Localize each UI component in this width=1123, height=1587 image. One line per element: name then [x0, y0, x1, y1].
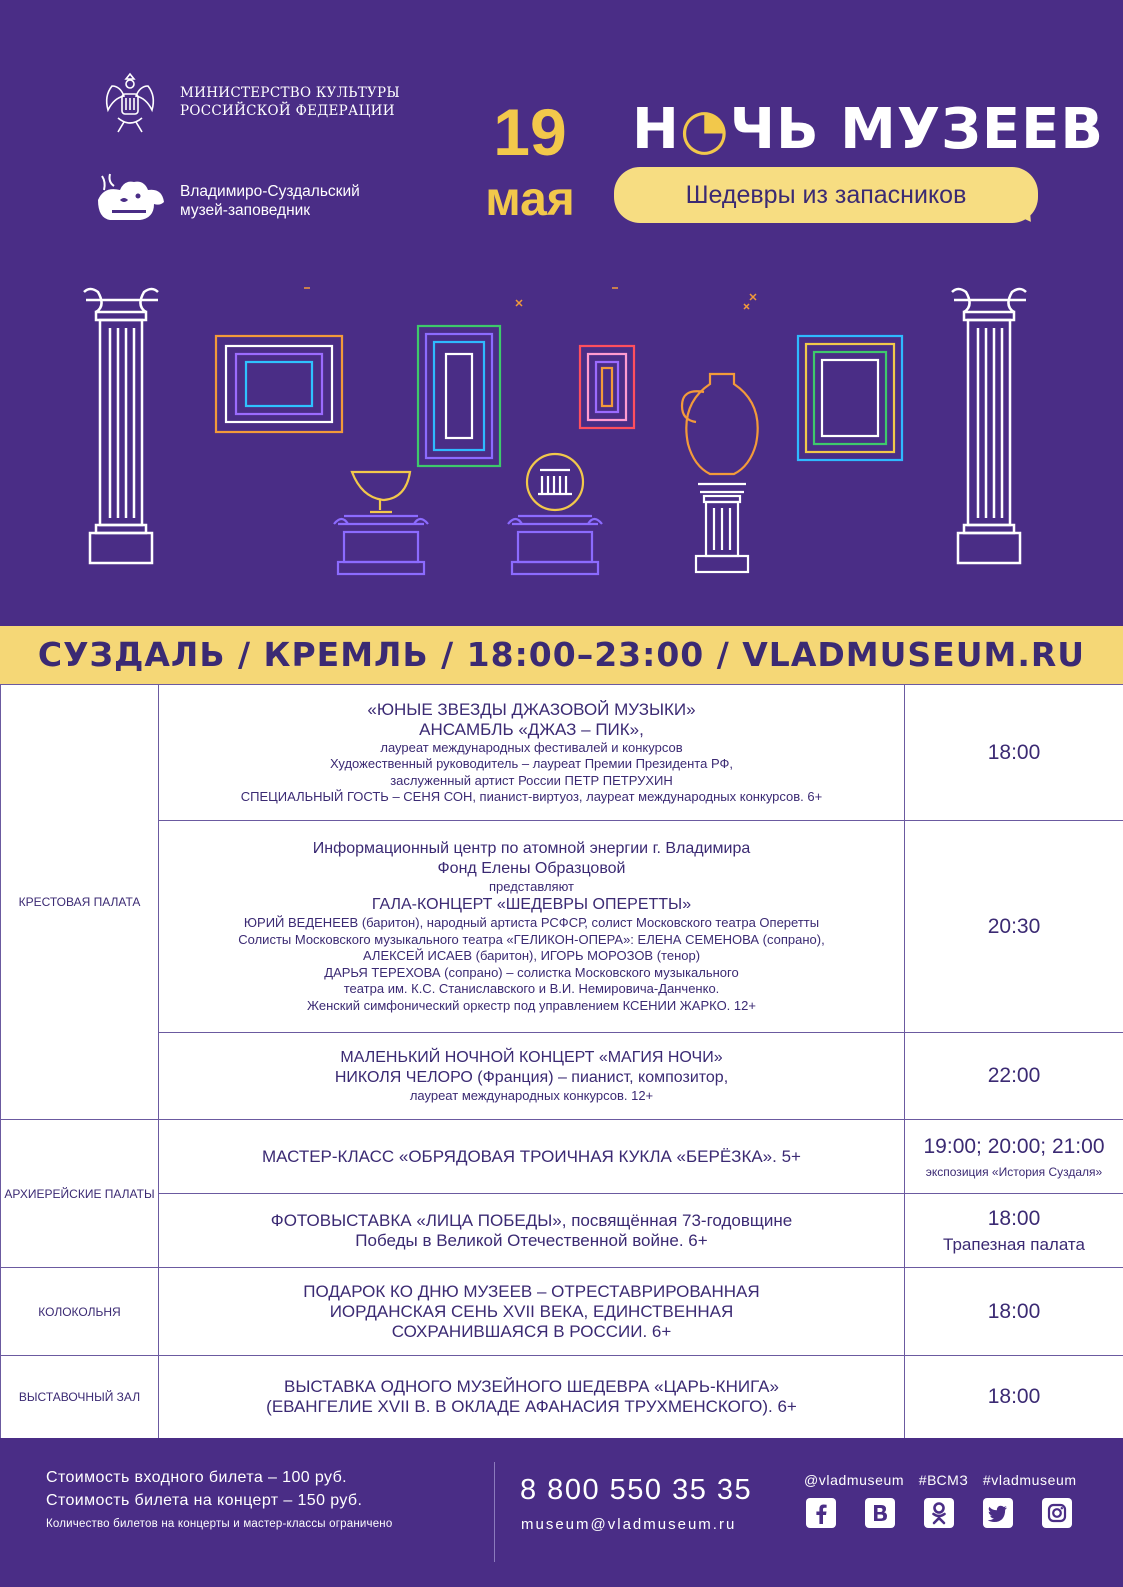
event-line: заслуженный артист России ПЕТР ПЕТРУХИН [390, 772, 673, 788]
time-note: экспозиция «История Суздаля» [925, 1164, 1103, 1179]
picture-frame-1-icon [216, 336, 342, 432]
museum-hall-illustration [0, 280, 1123, 590]
email-address[interactable]: museum@vladmuseum.ru [521, 1516, 737, 1533]
moon-icon: ◔ [679, 97, 730, 162]
eagle-emblem-icon [92, 64, 168, 140]
museum-name [180, 182, 360, 220]
event-line: НИКОЛЯ ЧЕЛОРО (Франция) – пианист, композитор, [334, 1068, 729, 1086]
program-table [0, 684, 1123, 1439]
social-tags [804, 1472, 1087, 1488]
event-line: Информационный центр по атомной энергии г. Владимира [312, 839, 751, 857]
time-cell: 18:00 [905, 1356, 1123, 1439]
event-title [632, 98, 1104, 162]
subtitle-bubble: Шедевры из запасников [614, 167, 1038, 223]
event-line: ВЫСТАВКА ОДНОГО МУЗЕЙНОГО ШЕДЕВРА «ЦАРЬ-КНИГА» [284, 1377, 779, 1396]
time-cell [905, 1194, 1123, 1268]
picture-frame-2-icon [418, 326, 500, 466]
venue-cell [1, 1356, 159, 1439]
time-note: Трапезная палата [943, 1234, 1085, 1254]
museum-logo [92, 170, 360, 232]
event-line: ЮРИЙ ВЕДЕНЕЕВ (баритон), народный артиста РСФСР, солист Московского театра Оперетты [243, 915, 820, 931]
venue-label: ВЫСТАВОЧНЫЙ ЗАЛ [18, 1390, 141, 1404]
twitter-icon[interactable] [981, 1496, 1015, 1530]
picture-frame-3-icon [580, 346, 634, 428]
event-line: ИОРДАНСКАЯ СЕНЬ XVII ВЕКА, ЕДИНСТВЕННАЯ [329, 1301, 734, 1321]
ministry-line-2: РОССИЙСКОЙ ФЕДЕРАЦИИ [180, 103, 395, 119]
event-line: представляют [489, 878, 574, 894]
facebook-icon[interactable] [804, 1496, 838, 1530]
event-line: АНСАМБЛЬ «ДЖАЗ – ПИК», [419, 719, 644, 739]
table-row [1, 1120, 1123, 1194]
event-line: (ЕВАНГЕЛИЕ XVII В. В ОКЛАДЕ АФАНАСИЯ ТРУХМЕНСКОГО). 6+ [266, 1397, 797, 1416]
ministry-line-1: МИНИСТЕРСТВО КУЛЬТУРЫ [180, 85, 401, 101]
picture-frame-4-icon [798, 336, 902, 460]
event-cell [159, 1194, 905, 1268]
poster-footer [0, 1438, 1123, 1587]
ticket-info [46, 1466, 392, 1530]
event-line: Победы в Великой Отечественной войне. 6+ [355, 1230, 708, 1250]
table-row [1, 1033, 1123, 1120]
concert-price: Стоимость билета на концерт – 150 руб. [46, 1492, 363, 1509]
hashtag: #ВСМЗ [918, 1472, 969, 1488]
event-cell [159, 821, 905, 1033]
social-handle: @vladmuseum [804, 1472, 905, 1488]
right-column-icon [952, 289, 1026, 563]
social-icons [804, 1496, 1074, 1530]
event-line: СОХРАНИВШАЯСЯ В РОССИИ. 6+ [391, 1321, 672, 1341]
location-time-band: СУЗДАЛЬ / КРЕМЛЬ / 18:00–23:00 / VLADMUSEUM.RU [0, 626, 1123, 684]
time-cell: 22:00 [905, 1033, 1123, 1120]
event-line: Солисты Московского музыкального театра «ГЕЛИКОН-ОПЕРА»: ЕЛЕНА СЕМЕНОВА (сопрано), [238, 931, 825, 947]
phone-number[interactable]: 8 800 550 35 35 [520, 1474, 753, 1506]
time-cell: 20:30 [905, 821, 1123, 1033]
venue-cell [1, 1268, 159, 1356]
event-line: СПЕЦИАЛЬНЫЙ ГОСТЬ – СЕНЯ СОН, пианист-виртуоз, лауреат международных конкурсов. 6+ [240, 789, 823, 804]
event-cell [159, 1033, 905, 1120]
table-row [1, 685, 1123, 821]
event-cell [159, 1356, 905, 1439]
instagram-icon[interactable] [1040, 1496, 1074, 1530]
lyre-pedestal-icon [508, 454, 602, 574]
event-date-day: 19 [493, 95, 567, 169]
time-value: 19:00; 20:00; 21:00 [923, 1134, 1105, 1158]
event-line: Фонд Елены Образцовой [437, 859, 626, 877]
table-row [1, 1356, 1123, 1439]
event-cell [159, 1120, 905, 1194]
venue-label: АРХИЕРЕЙСКИЕ ПАЛАТЫ [4, 1186, 155, 1201]
event-line: театра им. К.С. Станиславского и В.И. Немировича-Данченко. [343, 981, 720, 997]
event-date-month: мая [485, 173, 575, 226]
entry-price: Стоимость входного билета – 100 руб. [46, 1469, 348, 1486]
event-line: МАСТЕР-КЛАСС «ОБРЯДОВАЯ ТРОИЧНАЯ КУКЛА «БЕРЁЗКА». 5+ [262, 1146, 801, 1166]
venue-label: КОЛОКОЛЬНЯ [38, 1304, 121, 1319]
left-column-icon [84, 289, 158, 563]
time-cell: 18:00 [905, 1268, 1123, 1356]
title-part-1: Н [632, 97, 680, 162]
hashtag: #vladmuseum [982, 1472, 1077, 1488]
table-row [1, 1268, 1123, 1356]
event-line: ПОДАРОК КО ДНЮ МУЗЕЕВ – ОТРЕСТАВРИРОВАННАЯ [303, 1281, 760, 1301]
sparkle-icons [304, 288, 756, 309]
vk-icon[interactable] [863, 1496, 897, 1530]
event-line: ФОТОВЫСТАВКА «ЛИЦА ПОБЕДЫ», посвящённая 73-годовщине [270, 1210, 793, 1230]
venue-cell [1, 685, 159, 1120]
table-row [1, 1194, 1123, 1268]
title-part-2: ЧЬ МУЗЕЕВ [729, 97, 1105, 162]
event-line: ГАЛА-КОНЦЕРТ «ШЕДЕВРЫ ОПЕРЕТТЫ» [371, 896, 692, 914]
event-line: «ЮНЫЕ ЗВЕЗДЫ ДЖАЗОВОЙ МУЗЫКИ» [367, 699, 696, 719]
table-row [1, 821, 1123, 1033]
event-cell [159, 685, 905, 821]
venue-label: КРЕСТОВАЯ ПАЛАТА [18, 895, 141, 909]
cup-pedestal-icon [334, 472, 428, 574]
event-line: ДАРЬЯ ТЕРЕХОВА (сопрано) – солистка Московского музыкального [324, 964, 739, 980]
ministry-logo [92, 64, 400, 140]
event-line: лауреат международных фестивалей и конкурсов [380, 739, 683, 755]
museum-line-1: Владимиро-Суздальский [180, 183, 360, 200]
event-cell [159, 1268, 905, 1356]
ministry-name [180, 84, 400, 120]
time-cell [905, 1120, 1123, 1194]
event-line: лауреат международных конкурсов. 12+ [409, 1087, 654, 1103]
event-line: Женский симфонический оркестр под управлением КСЕНИИ ЖАРКО. 12+ [307, 997, 756, 1013]
amphora-pedestal-icon [682, 374, 758, 572]
event-line: АЛЕКСЕЙ ИСАЕВ (баритон), ИГОРЬ МОРОЗОВ (тенор) [362, 948, 701, 964]
time-value: 18:00 [987, 1206, 1041, 1230]
odnoklassniki-icon[interactable] [922, 1496, 956, 1530]
ticket-note: Количество билетов на концерты и мастер-классы ограничено [46, 1518, 393, 1530]
event-line: Художественный руководитель – лауреат Премии Президента РФ, [330, 756, 733, 771]
venue-cell [1, 1120, 159, 1268]
museum-line-2: музей-заповедник [180, 202, 311, 219]
lion-emblem-icon [92, 170, 168, 232]
poster-header [0, 0, 1123, 626]
event-line: МАЛЕНЬКИЙ НОЧНОЙ КОНЦЕРТ «МАГИЯ НОЧИ» [340, 1048, 723, 1066]
footer-divider [494, 1462, 495, 1562]
time-cell: 18:00 [905, 685, 1123, 821]
